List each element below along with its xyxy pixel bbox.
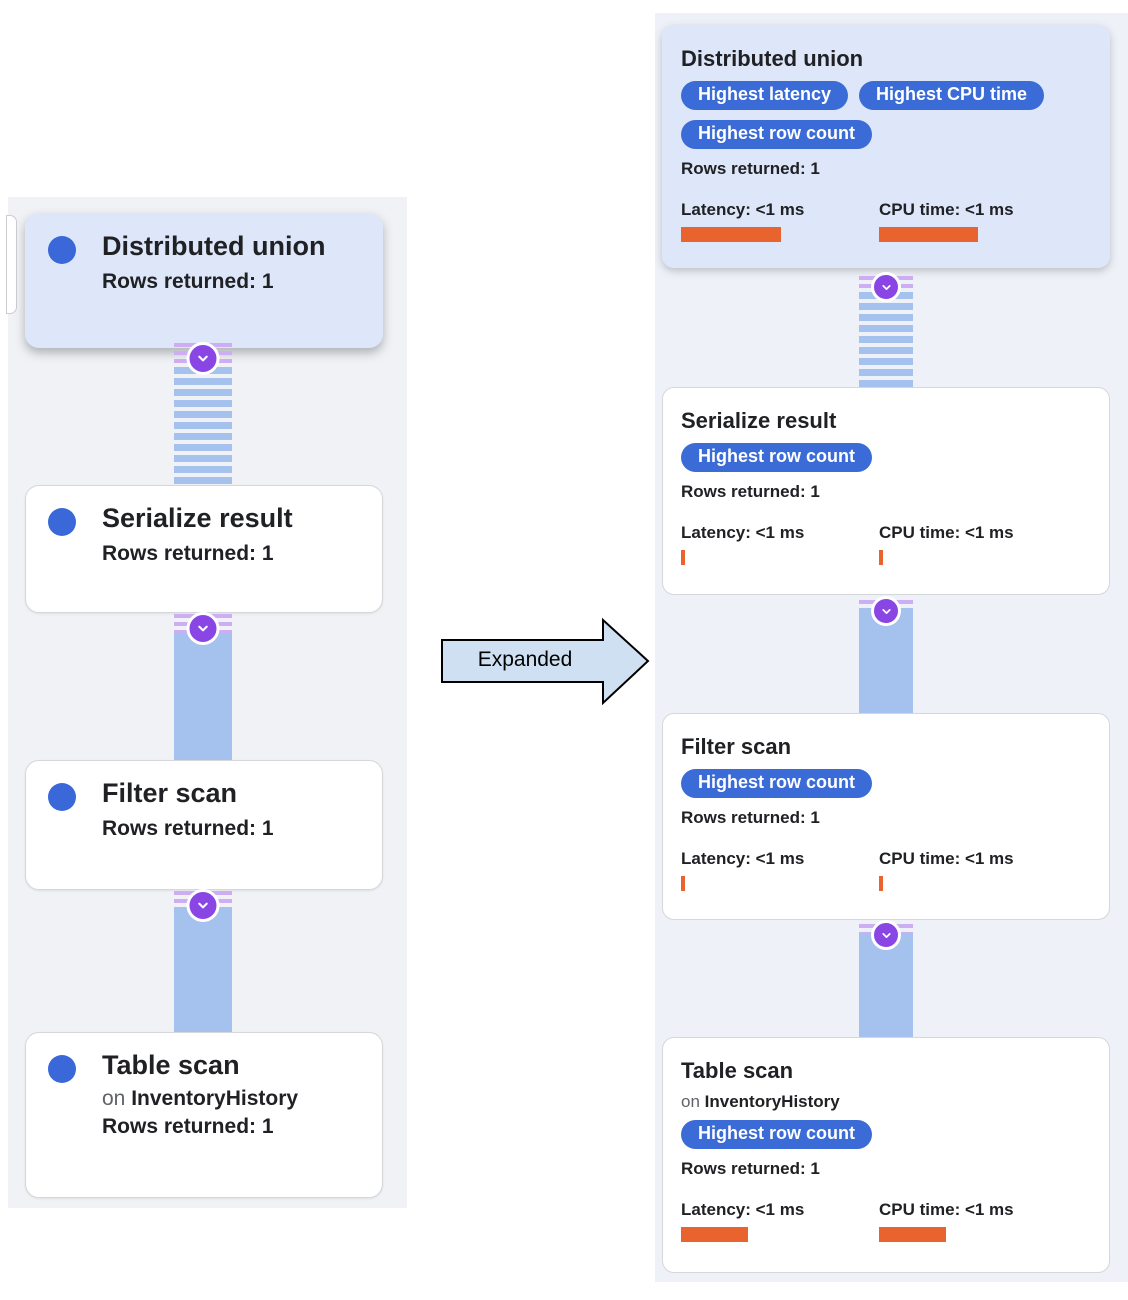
cpu-time-label: CPU time: <1 ms	[879, 849, 1014, 868]
latency-label: Latency: <1 ms	[681, 200, 805, 219]
rows-returned-label: Rows returned: 1	[681, 1159, 820, 1178]
badge-highest-row-count: Highest row count	[681, 443, 872, 472]
latency-bar	[681, 876, 685, 891]
metrics-row	[681, 523, 1091, 565]
collapsed-node-serialize-result[interactable]	[25, 485, 383, 613]
node-title: Distributed union	[681, 46, 864, 71]
chevron-down-icon	[880, 605, 893, 618]
insight-badges	[681, 1120, 1091, 1149]
latency-metric	[681, 1200, 879, 1242]
badge-highest-row-count: Highest row count	[681, 769, 872, 798]
cpu-time-label: CPU time: <1 ms	[879, 1200, 1014, 1219]
node-title: Filter scan	[681, 734, 792, 759]
cpu-time-bar	[879, 876, 883, 891]
partial-node-card	[6, 215, 17, 314]
badge-highest-latency: Highest latency	[681, 81, 848, 110]
cpu-metric	[879, 200, 1091, 242]
metrics-row	[681, 1200, 1091, 1242]
cpu-metric	[879, 1200, 1091, 1242]
rows-flow-band	[174, 633, 232, 760]
insight-badges	[681, 443, 1091, 472]
collapsed-node-distributed-union[interactable]	[25, 213, 383, 348]
rows-returned-label: Rows returned: 1	[681, 159, 820, 178]
node-title: Filter scan	[102, 778, 238, 808]
latency-bar	[681, 1227, 748, 1242]
chevron-down-icon	[196, 898, 211, 913]
insight-badges	[681, 81, 1091, 149]
latency-label: Latency: <1 ms	[681, 849, 805, 868]
node-title: Serialize result	[681, 408, 837, 433]
expand-collapse-toggle[interactable]	[871, 272, 901, 302]
cpu-metric	[879, 849, 1091, 891]
collapsed-node-table-scan[interactable]	[25, 1032, 383, 1198]
expand-collapse-toggle[interactable]	[187, 889, 220, 922]
connector-distributed-union-serialize	[859, 268, 913, 387]
cpu-time-label: CPU time: <1 ms	[879, 200, 1014, 219]
node-text	[102, 778, 274, 889]
expand-collapse-toggle[interactable]	[187, 342, 220, 375]
node-text	[102, 503, 293, 612]
node-text	[102, 231, 325, 347]
expanded-arrow	[420, 600, 660, 720]
node-bullet-icon	[48, 1055, 76, 1083]
cpu-time-bar	[879, 227, 978, 242]
node-title: Table scan	[102, 1050, 240, 1080]
table-name: InventoryHistory	[131, 1087, 299, 1111]
chevron-down-icon	[880, 281, 893, 294]
connector-filter-table	[859, 918, 913, 1037]
rows-flow-band	[859, 292, 913, 387]
rows-returned-label: Rows returned: 1	[102, 817, 274, 841]
collapsed-plan-panel	[8, 197, 407, 1208]
node-bullet-icon	[48, 508, 76, 536]
table-name: InventoryHistory	[704, 1092, 840, 1111]
latency-metric	[681, 200, 879, 242]
chevron-down-icon	[196, 621, 211, 636]
on-prefix: on	[681, 1092, 700, 1111]
expand-collapse-toggle[interactable]	[187, 612, 220, 645]
latency-metric	[681, 523, 879, 565]
metrics-row	[681, 849, 1091, 891]
latency-metric	[681, 849, 879, 891]
expand-collapse-toggle[interactable]	[871, 920, 901, 950]
node-bullet-icon	[48, 783, 76, 811]
metrics-row	[681, 200, 1091, 242]
cpu-time-bar	[879, 1227, 946, 1242]
node-bullet-icon	[48, 236, 76, 264]
expand-collapse-toggle[interactable]	[871, 596, 901, 626]
connector-filter-table	[174, 888, 232, 1032]
latency-label: Latency: <1 ms	[681, 1200, 805, 1219]
chevron-down-icon	[196, 351, 211, 366]
rows-returned-label: Rows returned: 1	[102, 1115, 274, 1139]
rows-returned-label: Rows returned: 1	[681, 482, 820, 501]
rows-flow-band	[174, 367, 232, 485]
rows-returned-label: Rows returned: 1	[102, 270, 274, 294]
rows-flow-band	[174, 908, 232, 1032]
connector-serialize-filter	[174, 612, 232, 760]
scan-target	[681, 1092, 1091, 1112]
on-prefix: on	[102, 1087, 126, 1111]
latency-bar	[681, 227, 781, 242]
cpu-metric	[879, 523, 1091, 565]
rows-returned-label: Rows returned: 1	[681, 808, 820, 827]
node-title: Serialize result	[102, 503, 293, 533]
expanded-plan-panel	[655, 13, 1128, 1282]
expanded-node-table-scan[interactable]	[662, 1037, 1110, 1273]
expanded-node-filter-scan[interactable]	[662, 713, 1110, 920]
connector-serialize-filter	[859, 596, 913, 713]
node-title: Distributed union	[102, 231, 326, 261]
collapsed-node-filter-scan[interactable]	[25, 760, 383, 890]
insight-badges	[681, 769, 1091, 798]
scan-target	[102, 1087, 298, 1111]
connector-distributed-union-serialize	[174, 342, 232, 485]
cpu-time-bar	[879, 550, 883, 565]
node-title: Table scan	[681, 1058, 794, 1083]
latency-bar	[681, 550, 685, 565]
badge-highest-cpu-time: Highest CPU time	[859, 81, 1044, 110]
node-text	[102, 1050, 298, 1197]
rows-returned-label: Rows returned: 1	[102, 542, 274, 566]
latency-label: Latency: <1 ms	[681, 523, 805, 542]
badge-highest-row-count: Highest row count	[681, 1120, 872, 1149]
cpu-time-label: CPU time: <1 ms	[879, 523, 1014, 542]
expanded-node-serialize-result[interactable]	[662, 387, 1110, 595]
expanded-node-distributed-union[interactable]	[662, 25, 1110, 268]
arrow-label: Expanded	[477, 648, 573, 671]
badge-highest-row-count: Highest row count	[681, 120, 872, 149]
chevron-down-icon	[880, 929, 893, 942]
